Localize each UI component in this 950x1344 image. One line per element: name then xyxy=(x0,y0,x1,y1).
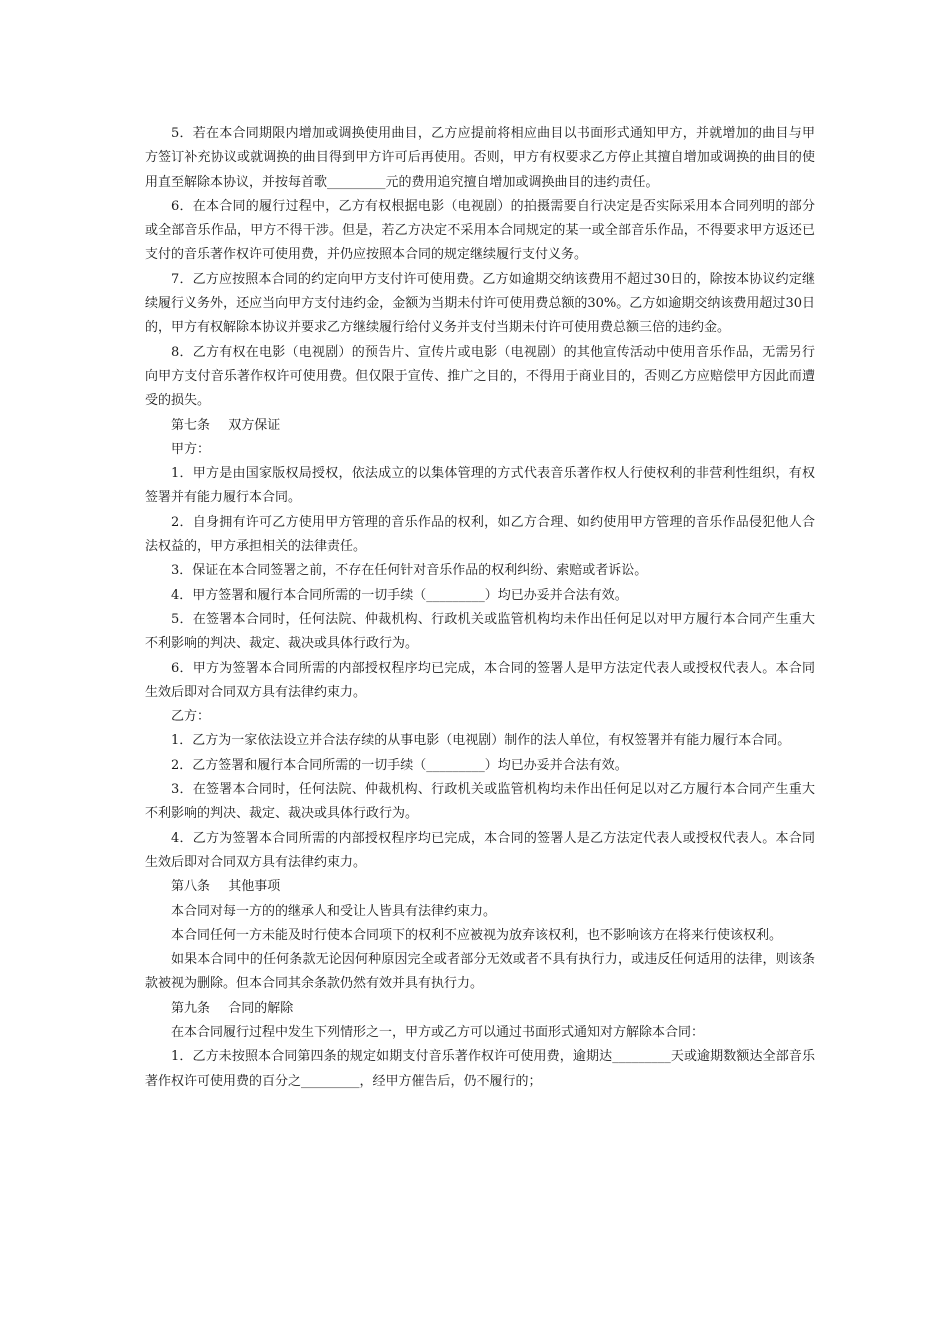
clause-paragraph: 本合同任何一方未能及时行使本合同项下的权利不应被视为放弃该权利，也不影响该方在将来行使该权利。 xyxy=(171,927,783,943)
clause-paragraph: 5．在签署本合同时，任何法院、仲裁机构、行政机关或监管机构均未作出任何足以对甲方履行本合同产生重大不利影响的判决、裁定、裁决或具体行政行为。 xyxy=(145,611,815,652)
clause-paragraph: 本合同对每一方的的继承人和受让人皆具有法律约束力。 xyxy=(171,903,497,919)
article-title: 双方保证 xyxy=(228,417,281,433)
article-number: 第九条 xyxy=(171,1000,211,1016)
article-title: 其他事项 xyxy=(228,879,281,895)
clause-paragraph: 6．甲方为签署本合同所需的内部授权程序均已完成，本合同的签署人是甲方法定代表人或授权代表人。本合同生效后即对合同双方具有法律约束力。 xyxy=(145,660,815,700)
clause-paragraph: 4．甲方签署和履行本合同所需的一切手续（_________）均已办妥并合法有效。 xyxy=(171,587,628,603)
article-heading xyxy=(145,875,815,899)
clause-paragraph: 1．甲方是由国家版权局授权，依法成立的以集体管理的方式代表音乐著作权人行使权利的非营利性组织，有权签署并有能力履行本合同。 xyxy=(145,466,815,506)
article-number: 第七条 xyxy=(171,417,211,433)
clause-paragraph: 3．在签署本合同时，任何法院、仲裁机构、行政机关或监管机构均未作出任何足以对乙方履行本合同产生重大不利影响的判决、裁定、裁决或具体行政行为。 xyxy=(145,782,815,822)
article-number: 第八条 xyxy=(171,879,211,895)
clause-paragraph: 1．乙方为一家依法设立并合法存续的从事电影（电视剧）制作的法人单位，有权签署并有能力履行本合同。 xyxy=(171,733,791,749)
clause-paragraph: 2．乙方签署和履行本合同所需的一切手续（_________）均已办妥并合法有效。 xyxy=(171,757,628,773)
clause-paragraph: 2．自身拥有许可乙方使用甲方管理的音乐作品的权利，如乙方合理、如约使用甲方管理的音乐作品侵犯他人合法权益的，甲方承担相关的法律责任。 xyxy=(145,514,815,555)
clause-paragraph: 5．若在本合同期限内增加或调换使用曲目，乙方应提前将相应曲目以书面形式通知甲方，并就增加的曲目与甲方签订补充协议或就调换的曲目得到甲方许可后再使用。否则，甲方有权要求乙方停止其擅自增加或调换的曲目的使用直至解除本协议，并按每首歌_________元的费用追究擅自增加或调换曲目的违约责任。 xyxy=(145,126,815,190)
clause-paragraph: 6．在本合同的履行过程中，乙方有权根据电影（电视剧）的拍摄需要自行决定是否实际采用本合同列明的部分或全部音乐作品，甲方不得干涉。但是，若乙方决定不采用本合同规定的某一或全部音乐作品，不得要求甲方返还已支付的音乐著作权许可使用费，并仍应按照本合同的规定继续履行支付义务。 xyxy=(145,198,815,263)
article-title: 合同的解除 xyxy=(228,1000,294,1016)
clause-paragraph: 1．乙方未按照本合同第四条的规定如期支付音乐著作权许可使用费，逾期达_________天或逾期数额达全部音乐著作权许可使用费的百分之_________，经甲方催告后，仍不履行的； xyxy=(145,1049,815,1089)
article-heading xyxy=(145,997,815,1021)
clause-paragraph: 在本合同履行过程中发生下列情形之一，甲方或乙方可以通过书面形式通知对方解除本合同： xyxy=(171,1024,705,1040)
article-heading xyxy=(145,414,815,438)
clause-paragraph: 甲方： xyxy=(171,441,211,457)
clause-paragraph: 7．乙方应按照本合同的约定向甲方支付许可使用费。乙方如逾期交纳该费用不超过30日的，除按本协议约定继续履行义务外，还应当向甲方支付违约金，金额为当期未付许可使用费总额的30%。乙方如逾期交纳该费用超过30日的，甲方有权解除本协议并要求乙方继续履行给付义务并支付当期未付许可使用费总额三倍的违约金。 xyxy=(145,271,815,336)
clause-paragraph: 4．乙方为签署本合同所需的内部授权程序均已完成，本合同的签署人是乙方法定代表人或授权代表人。本合同生效后即对合同双方具有法律约束力。 xyxy=(145,830,815,870)
document-page xyxy=(145,122,815,1094)
clause-paragraph: 如果本合同中的任何条款无论因何种原因完全或者部分无效或者不具有执行力，或违反任何适用的法律，则该条款被视为删除。但本合同其余条款仍然有效并具有执行力。 xyxy=(145,952,815,992)
clause-paragraph: 3．保证在本合同签署之前，不存在任何针对音乐作品的权利纠纷、索赔或者诉讼。 xyxy=(171,563,648,579)
clause-paragraph: 乙方： xyxy=(171,709,211,725)
clause-paragraph: 8．乙方有权在电影（电视剧）的预告片、宣传片或电影（电视剧）的其他宣传活动中使用音乐作品，无需另行向甲方支付音乐著作权许可使用费。但仅限于宣传、推广之目的，不得用于商业目的，否则乙方应赔偿甲方因此而遭受的损失。 xyxy=(145,344,815,409)
